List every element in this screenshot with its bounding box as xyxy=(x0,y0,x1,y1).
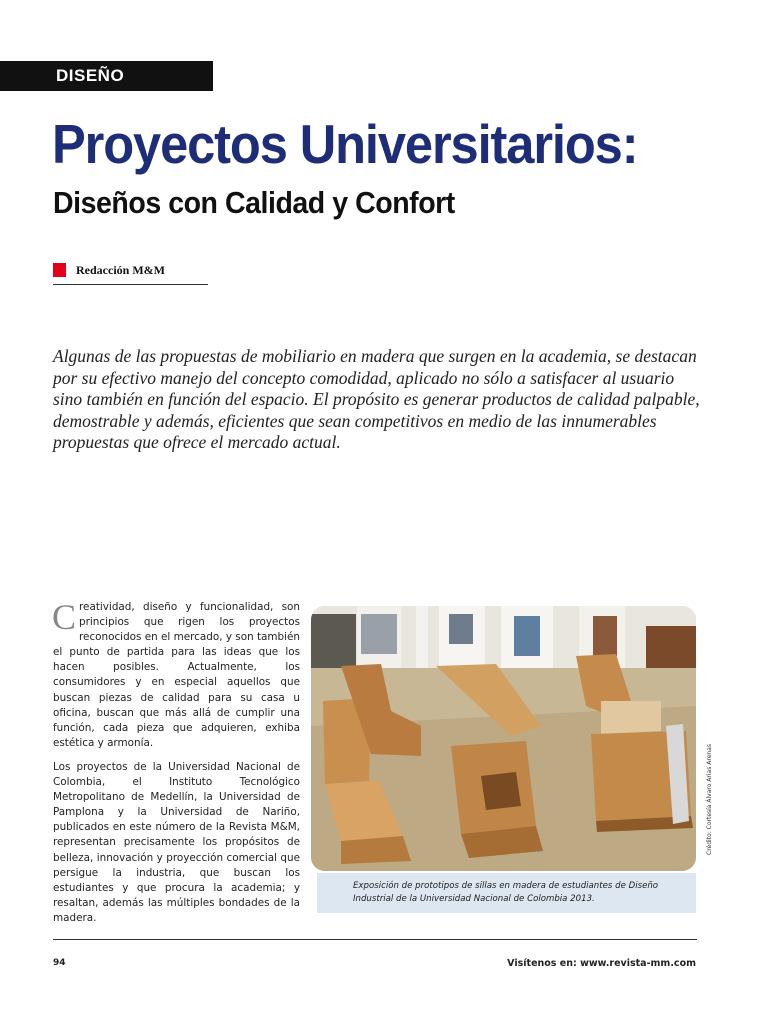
page-number: 94 xyxy=(53,958,66,968)
footer-website: Visítenos en: www.revista-mm.com xyxy=(507,958,696,969)
article-title: Proyectos Universitarios: xyxy=(52,113,638,175)
drop-cap: C xyxy=(52,597,77,637)
photo-illustration xyxy=(311,606,696,871)
byline xyxy=(53,262,208,285)
photo-caption: Exposición de prototipos de sillas en madera de estudiantes de Diseño Industrial de la Universidad Nacional de Colombia 2013. xyxy=(353,881,659,904)
body-column xyxy=(52,597,300,935)
body-paragraph-2: Los proyectos de la Universidad Nacional de Colombia, el Instituto Tecnológico Metropolitano de Medellín, la Universidad de Pamplona y la Universidad de Nariño, publicados en este número de la Revista M&M, representan precisamente los propósitos de belleza, innovación y proyección comercial que persigue la industria, que buscan los estudiantes y que procura la academia; y resaltan, además las múltiples bondades de la madera. xyxy=(53,760,300,924)
byline-marker-icon xyxy=(53,263,66,277)
chairs-exhibition-photo xyxy=(311,606,696,871)
byline-author: Redacción M&M xyxy=(76,263,165,277)
section-label: DISEÑO xyxy=(56,66,125,85)
body-paragraph-1-text: reatividad, diseño y funcionalidad, son principios que rigen los proyectos reconocidos en el mercado, y son también el punto de partida para las ideas que los hacen posibles. Actualmente, los consumidores y en especial aquellos que buscan piezas de calidad para su casa u oficina, buscan que más allá de cumplir una función, cada pieza que adquieren, exhiba estética y armonía. xyxy=(53,601,300,749)
body-paragraph-1 xyxy=(52,597,300,751)
lead-paragraph: Algunas de las propuestas de mobiliario en madera que surgen en la academia, se destacan por su efectivo manejo del concepto comodidad, aplicado no sólo a satisfacer al usuario sino también en función del espacio. El propósito es generar productos de calidad palpable, demostrable y además, eficientes que sean competitivos en medio de las innumerables propuestas que ofrece el mercado actual. xyxy=(53,346,700,452)
photo-credit xyxy=(706,735,716,855)
article-subtitle: Diseños con Calidad y Confort xyxy=(53,185,455,220)
photo-caption-box xyxy=(317,873,696,913)
photo-credit-text: Crédito: Cortesía Álvaro Arias Arenas xyxy=(706,744,713,855)
section-tag xyxy=(0,61,213,91)
footer-divider xyxy=(53,939,697,940)
